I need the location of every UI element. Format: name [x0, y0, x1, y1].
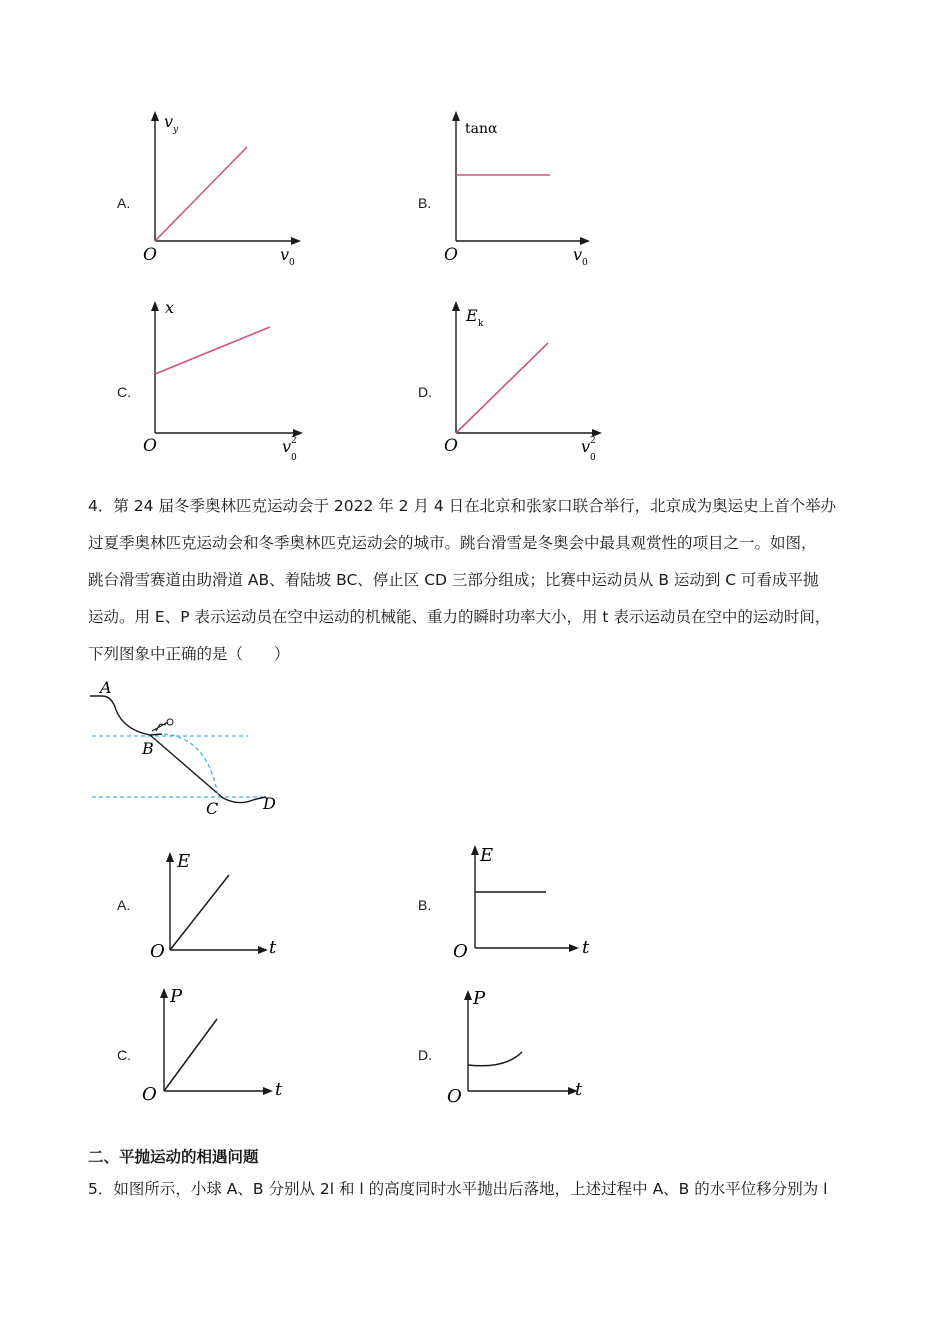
x-axis-arrow [291, 237, 301, 245]
origin-label: O [444, 245, 458, 265]
x-axis-label: v [581, 437, 591, 456]
x-axis-sup: 2 [590, 436, 596, 446]
x-axis-label: v [282, 437, 292, 456]
x-axis-label: v [573, 245, 583, 264]
y-axis-label: tanα [465, 121, 498, 137]
point-a-label: A [100, 678, 112, 697]
q4-option-label-a: A. [117, 897, 131, 913]
graph-line [170, 875, 229, 950]
origin-label: O [143, 245, 157, 265]
in-run-track [90, 696, 162, 735]
option-label-b: B. [418, 195, 432, 211]
graph-d-ek-v0sq [436, 295, 616, 470]
y-axis-label: E [177, 851, 191, 872]
x-axis-sub: 0 [582, 258, 588, 268]
x-axis-label: v [280, 245, 290, 264]
origin-label: O [150, 941, 165, 962]
graph-a-vy-v0 [135, 105, 315, 275]
skier-icon [152, 722, 168, 731]
question-4-line-2: 过夏季奥林匹克运动会和冬季奥林匹克运动会的城市。跳台滑雪是冬奥会中最具观赏性的项目之一。如图， [88, 534, 817, 552]
origin-label: O [142, 1084, 157, 1105]
y-axis-label: v [164, 112, 174, 131]
graph-line [456, 343, 548, 433]
question-4-line-1: 4．第 24 届冬季奥林匹克运动会于 2022 年 2 月 4 日在北京和张家口联合举行，北京成为奥运史上首个举办 [88, 497, 837, 515]
q4-graph-b-e-t [450, 840, 600, 965]
origin-label: O [453, 941, 468, 962]
origin-label: O [444, 436, 458, 456]
question-5-line-1: 5．如图所示，小球 A、B 分别从 2l 和 l 的高度同时水平抛出后落地，上述过程中 A、B 的水平位移分别为 l [88, 1180, 828, 1198]
x-axis-label: t [275, 1079, 283, 1100]
graph-c-x-v0sq [135, 295, 315, 470]
ski-jump-diagram [88, 676, 288, 821]
point-c-label: C [206, 799, 219, 818]
origin-label: O [143, 436, 157, 456]
graph-b-tan-v0 [436, 105, 616, 275]
q4-graph-a-e-t [145, 845, 285, 965]
x-axis-sub: 0 [291, 453, 297, 463]
y-axis-sub: k [478, 319, 484, 329]
x-axis-label: t [575, 1079, 583, 1100]
point-d-label: D [263, 794, 276, 813]
y-axis-label: E [466, 306, 478, 325]
question-4-line-5: 下列图象中正确的是（ ） [88, 645, 290, 663]
y-axis-label: P [473, 988, 486, 1009]
q4-graph-d-p-t [445, 985, 595, 1110]
graph-curve [468, 1052, 522, 1066]
y-axis-label: P [170, 986, 183, 1007]
question-5-text [88, 1171, 888, 1208]
y-axis-label: E [480, 845, 494, 866]
y-axis-sub: y [173, 125, 179, 135]
question-4-text [88, 488, 888, 673]
graph-line [155, 327, 270, 374]
option-label-d: D. [418, 384, 432, 400]
q4-option-label-c: C. [117, 1047, 131, 1063]
section-heading: 二、平抛运动的相遇问题 [88, 1148, 259, 1166]
question-4-line-3: 跳台滑雪赛道由助滑道 AB、着陆坡 BC、停止区 CD 三部分组成；比赛中运动员从 B 运动到 C 可看成平抛 [88, 571, 819, 589]
x-axis-label: t [582, 937, 590, 958]
question-4-line-4: 运动。用 E、P 表示运动员在空中运动的机械能、重力的瞬时功率大小，用 t 表示运动员在空中的运动时间， [88, 608, 831, 626]
x-axis-label: t [269, 937, 277, 958]
x-axis-sub: 0 [590, 453, 596, 463]
option-label-a: A. [117, 195, 131, 211]
q4-option-label-b: B. [418, 897, 432, 913]
q4-graph-c-p-t [140, 983, 290, 1108]
y-axis-arrow [151, 111, 159, 121]
graph-line [155, 147, 247, 241]
x-axis-sub: 0 [289, 258, 295, 268]
landing-slope [150, 735, 266, 803]
graph-line [164, 1019, 217, 1091]
origin-label: O [447, 1086, 462, 1107]
y-axis-label: x [165, 298, 175, 317]
point-b-label: B [142, 739, 154, 758]
x-axis-sup: 2 [291, 436, 297, 446]
option-label-c: C. [117, 384, 131, 400]
q4-option-label-d: D. [418, 1047, 432, 1063]
